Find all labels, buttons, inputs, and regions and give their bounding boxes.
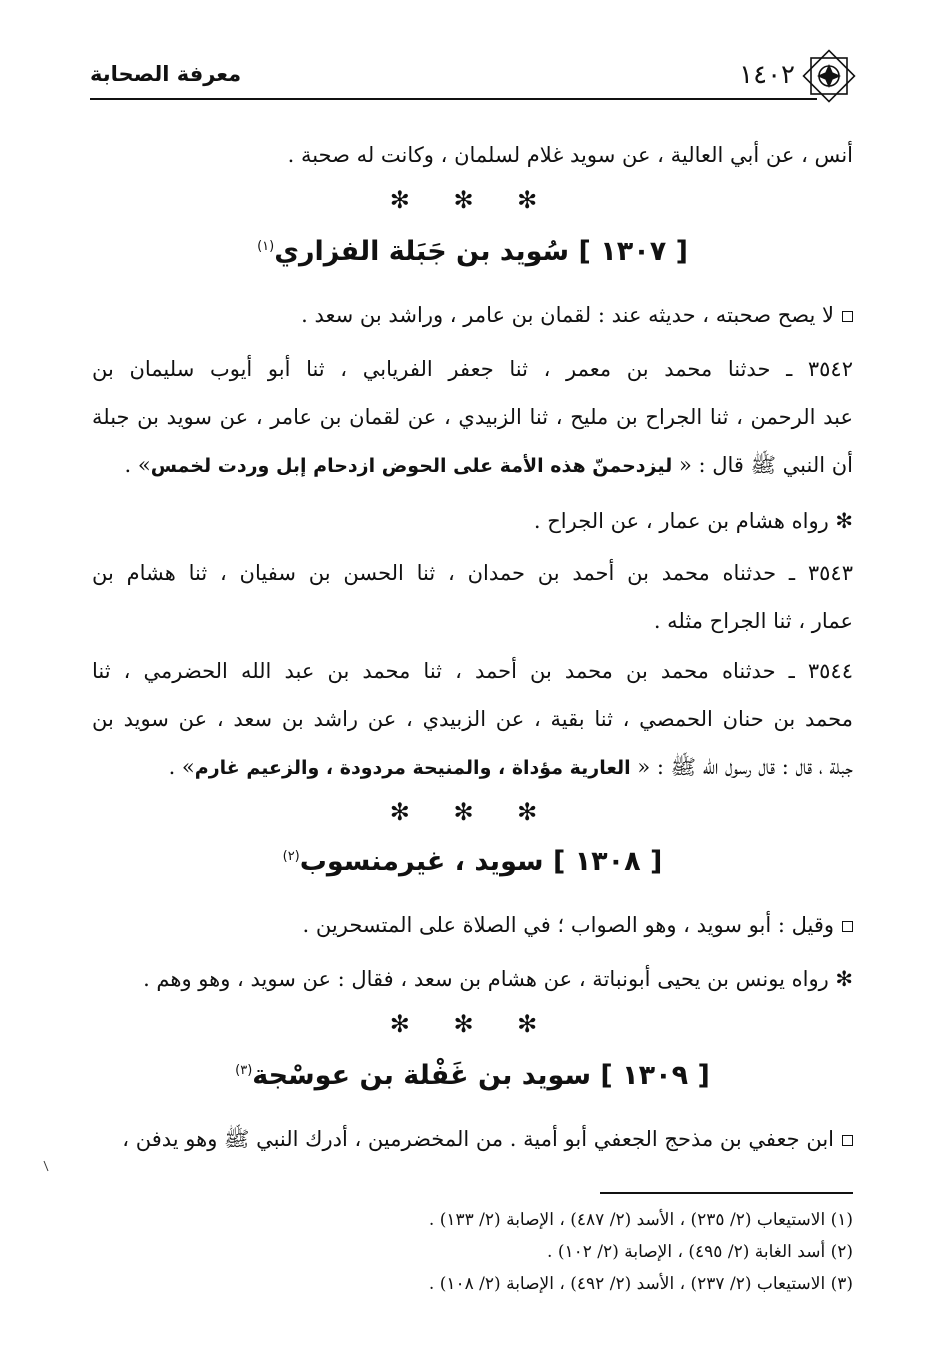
footnote-ref: (١) (257, 239, 275, 254)
text-line (92, 910, 853, 940)
footnote-ref: (٢) (282, 849, 300, 864)
text-line (92, 1124, 853, 1154)
text-line: ٣٥٤٤ ـ حدثناه محمد بن محمد بن أحمد ، ثنا محمد بن عبد الله الحضرمي ، ثنا (92, 659, 853, 683)
text-line-content: ابن جعفي بن مذحج الجعفي أبو أمية . من المخضرمين ، أدرك النبي ﷺ وهو يدفن ، (122, 1127, 834, 1151)
text-fragment: » . (168, 755, 195, 779)
ornament-icon (801, 48, 857, 104)
header-rule (90, 98, 817, 100)
text-fragment: جبلة ، قال : قال رسول الله ﷺ : « (630, 755, 853, 779)
text-line: عمار ، ثنا الجراح مثله . (653, 609, 853, 633)
entry-title: [ ١٣٠٨ ] سويد ، غيرمنسوب (299, 846, 663, 877)
text-line-content: لا يصح صحبته ، حديثه عند : لقمان بن عامر ، وراشد بن سعد . (301, 303, 834, 327)
text-line (92, 300, 853, 330)
footnote: (١) الاستيعاب (٢/ ٢٣٥) ، الأسد (٢/ ٤٨٧) ، الإصابة (٢/ ١٣٣) . (428, 1210, 853, 1230)
square-bullet-icon (842, 311, 853, 322)
text-line-content: وقيل : أبو سويد ، وهو الصواب ؛ في الصلاة على المتسحرين . (302, 913, 834, 937)
text-line: ✻ رواه يونس بن يحيى أبونباتة ، عن هشام بن سعد ، فقال : عن سويد ، وهو وهم . (143, 967, 853, 991)
footnote-ref: (٣) (235, 1063, 253, 1078)
margin-mark-icon (43, 1160, 49, 1172)
text-fragment: » . (124, 453, 151, 477)
text-line: محمد بن حنان الحمصي ، ثنا بقية ، عن الزبيدي ، عن راشد بن سعد ، عن سويد بن (92, 707, 853, 731)
section-separator: ✻ ✻ ✻ (389, 186, 556, 214)
text-line: عبد الرحمن ، ثنا الجراح بن مليح ، ثنا الزبيدي ، عن لقمان بن عامر ، عن سويد بن جبلة (92, 405, 853, 429)
section-separator: ✻ ✻ ✻ (389, 1010, 556, 1038)
text-line: ✻ رواه هشام بن عمار ، عن الجراح . (533, 509, 853, 533)
text-line: ٣٥٤٣ ـ حدثناه محمد بن أحمد بن حمدان ، ثنا الحسن بن سفيان ، ثنا هشام بن (92, 561, 853, 585)
square-bullet-icon (842, 1135, 853, 1146)
footnote: (٢) أسد الغابة (٢/ ٤٩٥) ، الإصابة (٢/ ١٠٢) . (547, 1242, 853, 1262)
text-fragment: أن النبي ﷺ قال : « (672, 453, 853, 477)
text-line: أنس ، عن أبي العالية ، عن سويد غلام لسلمان ، وكانت له صحبة . (287, 143, 853, 167)
entry-heading-1308 (0, 846, 945, 877)
section-separator: ✻ ✻ ✻ (389, 798, 556, 826)
text-line (92, 450, 853, 481)
text-line (92, 752, 853, 783)
entry-title: [ ١٣٠٧ ] سُويد بن جَبَلة الفزاري (274, 236, 688, 267)
entry-heading-1309 (0, 1060, 945, 1091)
hadith-text: ليزدحمنّ هذه الأمة على الحوض ازدحام إبل وردت لخمس (150, 455, 673, 477)
square-bullet-icon (842, 921, 853, 932)
entry-title: [ ١٣٠٩ ] سويد بن غَفْلة بن عوسْجة (252, 1060, 710, 1091)
footnote-rule (600, 1192, 853, 1194)
book-title: معرفة الصحابة (90, 62, 242, 86)
hadith-text: العارية مؤداة ، والمنيحة مردودة ، والزعيم غارم (194, 757, 631, 779)
page-number: ١٤٠٢ (739, 60, 795, 90)
footnote: (٣) الاستيعاب (٢/ ٢٣٧) ، الأسد (٢/ ٤٩٢) ، الإصابة (٢/ ١٠٨) . (428, 1274, 853, 1294)
text-line: ٣٥٤٢ ـ حدثنا محمد بن معمر ، ثنا جعفر الفريابي ، ثنا أبو أيوب سليمان بن (92, 357, 853, 381)
entry-heading-1307 (0, 236, 945, 267)
page-header (90, 48, 857, 104)
